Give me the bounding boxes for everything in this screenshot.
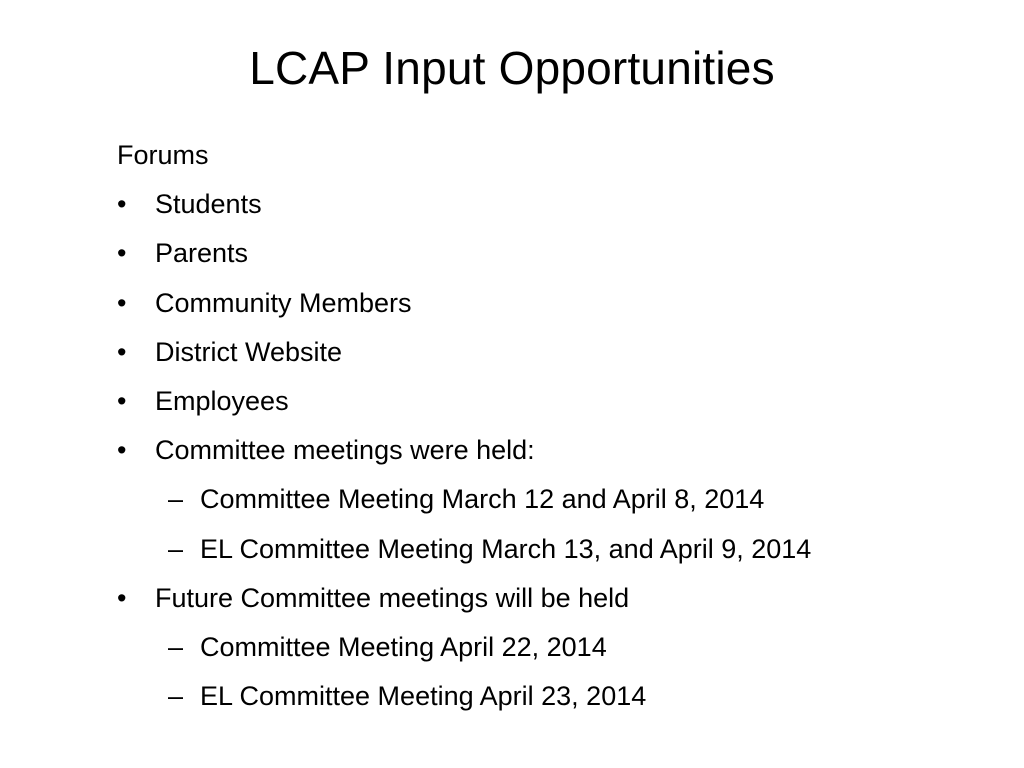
sub-bullet-item [117, 626, 977, 675]
bullet-icon: • [117, 238, 127, 269]
bullet-item [117, 429, 977, 478]
sub-bullet-text: EL Committee Meeting March 13, and April 9, 2014 [200, 533, 812, 564]
bullet-text: Employees [155, 385, 289, 416]
sub-bullet-text: Committee Meeting March 12 and April 8, 2014 [200, 484, 765, 515]
bullet-text: Parents [155, 238, 249, 269]
bullet-icon: • [117, 385, 127, 416]
bullet-text: District Website [155, 336, 343, 367]
slide-title: LCAP Input Opportunities [249, 42, 775, 94]
slide-content [117, 134, 977, 724]
bullet-icon: • [117, 435, 127, 466]
sub-bullet-item [117, 528, 977, 577]
sub-bullet-item [117, 675, 977, 724]
dash-icon: – [168, 533, 184, 564]
bullet-item [117, 183, 977, 232]
bullet-icon: • [117, 336, 127, 367]
bullet-item [117, 232, 977, 281]
dash-icon: – [168, 681, 184, 712]
bullet-text: Future Committee meetings will be held [155, 582, 630, 613]
bullet-item [117, 380, 977, 429]
dash-icon: – [168, 631, 184, 662]
bullet-text: Community Members [155, 287, 412, 318]
sub-bullet-item [117, 478, 977, 527]
bullet-icon: • [117, 582, 127, 613]
bullet-item [117, 331, 977, 380]
sub-bullet-text: Committee Meeting April 22, 2014 [200, 631, 607, 662]
sub-bullet-text: EL Committee Meeting April 23, 2014 [200, 681, 647, 712]
bullet-icon: • [117, 287, 127, 318]
bullet-icon: • [117, 189, 127, 220]
bullet-text: Students [155, 189, 262, 220]
intro-text: Forums [117, 140, 209, 170]
dash-icon: – [168, 484, 184, 515]
bullet-text: Committee meetings were held: [155, 435, 535, 466]
bullet-item [117, 577, 977, 626]
bullet-item [117, 282, 977, 331]
